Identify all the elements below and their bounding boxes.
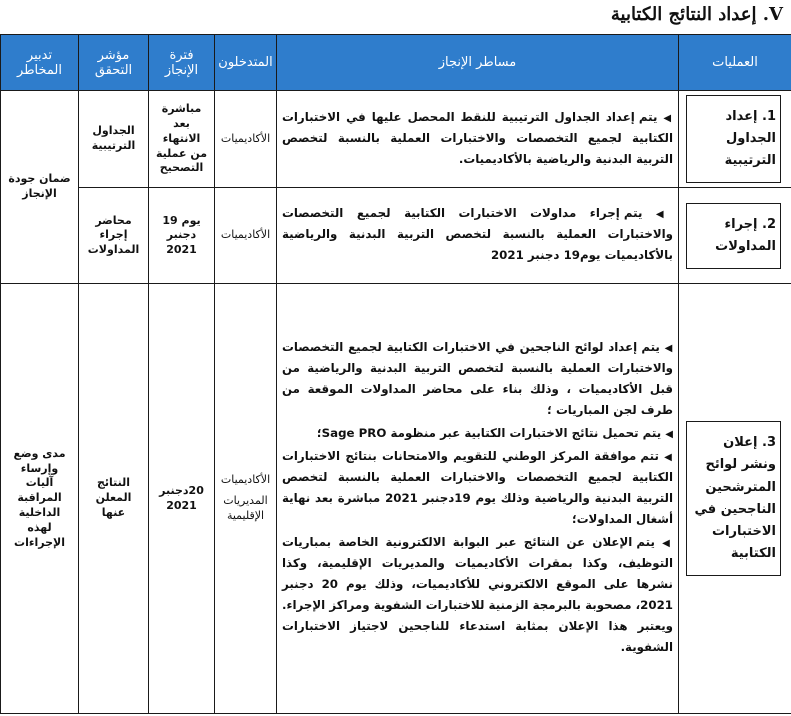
actor-item: المديريات الإقليمية <box>223 494 268 523</box>
header-risk: تدبير المخاطر <box>1 35 79 91</box>
paths-cell <box>277 188 679 284</box>
actors-cell: الأكاديميات <box>215 91 277 188</box>
op-cell <box>679 284 791 714</box>
op-label: 1. إعداد الجداول الترتيبية <box>724 109 776 169</box>
table-row <box>1 284 791 714</box>
path-item: يتم إعداد لوائح الناجحين في الاختبارات الكتابية لجميع التخصصات والاختبارات العملية بالنسبة لتخصص التربية البدنية والرياضية من قبل الأكاديميات ، وذلك بناء على محاضر المداولات الموقعة من طرف لجن المباريات ؛ <box>282 340 673 418</box>
indicator-cell: الجداول الترتيبية <box>79 91 149 188</box>
path-item: يتم إعداد الجداول الترتيبية للنقط المحصل عليها في الاختبارات الكتابية لجميع التخصصات والاختبارات العملية بالنسبة لتخصص التربية البدنية والرياضية بالأكاديميات. <box>282 109 673 166</box>
indicator-cell: محاضر إجراء المداولات <box>79 188 149 284</box>
header-row <box>1 35 791 91</box>
arrow-left-icon: ◀ <box>663 112 673 124</box>
arrow-left-icon: ◀ <box>665 429 673 441</box>
header-period: فترة الإنجاز <box>149 35 215 91</box>
op-label: 2. إجراء المداولات <box>715 216 776 254</box>
section-title: V. إعداد النتائج الكتابية <box>610 4 783 25</box>
risk-cell: مدى وضع وإرساء آليات المراقبة الداخلية لهذه الإجراءات <box>1 284 79 714</box>
actors-cell <box>215 284 277 714</box>
table-row <box>1 188 791 284</box>
arrow-left-icon: ◀ <box>655 209 673 221</box>
procedures-table <box>0 34 791 714</box>
header-actors: المتدخلون <box>215 35 277 91</box>
path-item: تتم موافقة المركز الوطني للتقويم والامتحانات بنتائج الاختبارات الكتابية لجميع التخصصات والاختبارات العملية بالنسبة لتخصص التربية البدنية والرياضية وذلك يوم 19دجنبر 2021 مباشرة بعد نهاية أشغال المداولات؛ <box>282 449 673 527</box>
path-item: يتم إجراء مداولات الاختبارات الكتابية لجميع التخصصات والاختبارات العملية بالنسبة لتخصص التربية البدنية والرياضية بالأكاديميات يوم19 دجنبر 2021 <box>282 206 673 263</box>
actor-item: الأكاديميات <box>220 473 271 487</box>
period-cell: يوم 19 دجنبر 2021 <box>149 188 215 284</box>
op-label: 3. إعلان ونشر لوائح المترشحين الناجحين في الاختبارات الكتابية <box>694 435 776 561</box>
arrow-left-icon: ◀ <box>664 343 673 355</box>
arrow-left-icon: ◀ <box>664 452 673 464</box>
period-cell: مباشرة بعد الانتهاء من عملية التصحيح <box>149 91 215 188</box>
period-cell: 20دجنبر 2021 <box>149 284 215 714</box>
op-cell <box>679 188 791 284</box>
header-paths: مساطر الإنجاز <box>277 35 679 91</box>
header-indicator: مؤشر التحقق <box>79 35 149 91</box>
indicator-cell: النتائج المعلن عنها <box>79 284 149 714</box>
risk-cell: ضمان جودة الإنجاز <box>1 91 79 284</box>
header-ops: العمليات <box>679 35 791 91</box>
path-item: يتم الإعلان عن النتائج عبر البوابة الالكترونية الخاصة بمباريات التوظيف، وكذا بمقرات الأكاديميات والمديريات الإقليمية، وكذا نشرها على الموقع الالكتروني للأكاديميات، وذلك يوم 20 دجنبر 2021، مصحوبة بالبرمجة الزمنية للاختبارات الشفوية ومراكز الإجراء. ويعتبر هذا الإعلان بمثابة استدعاء للناجحين لاجتياز الاختبارات الشفوية. <box>282 535 673 655</box>
paths-cell <box>277 284 679 714</box>
arrow-left-icon: ◀ <box>662 538 673 550</box>
table-row <box>1 91 791 188</box>
paths-cell <box>277 91 679 188</box>
path-item: يتم تحميل نتائج الاختبارات الكتابية عبر منظومة Sage PRO؛ <box>316 426 662 441</box>
op-cell <box>679 91 791 188</box>
actors-cell: الأكاديميات <box>215 188 277 284</box>
